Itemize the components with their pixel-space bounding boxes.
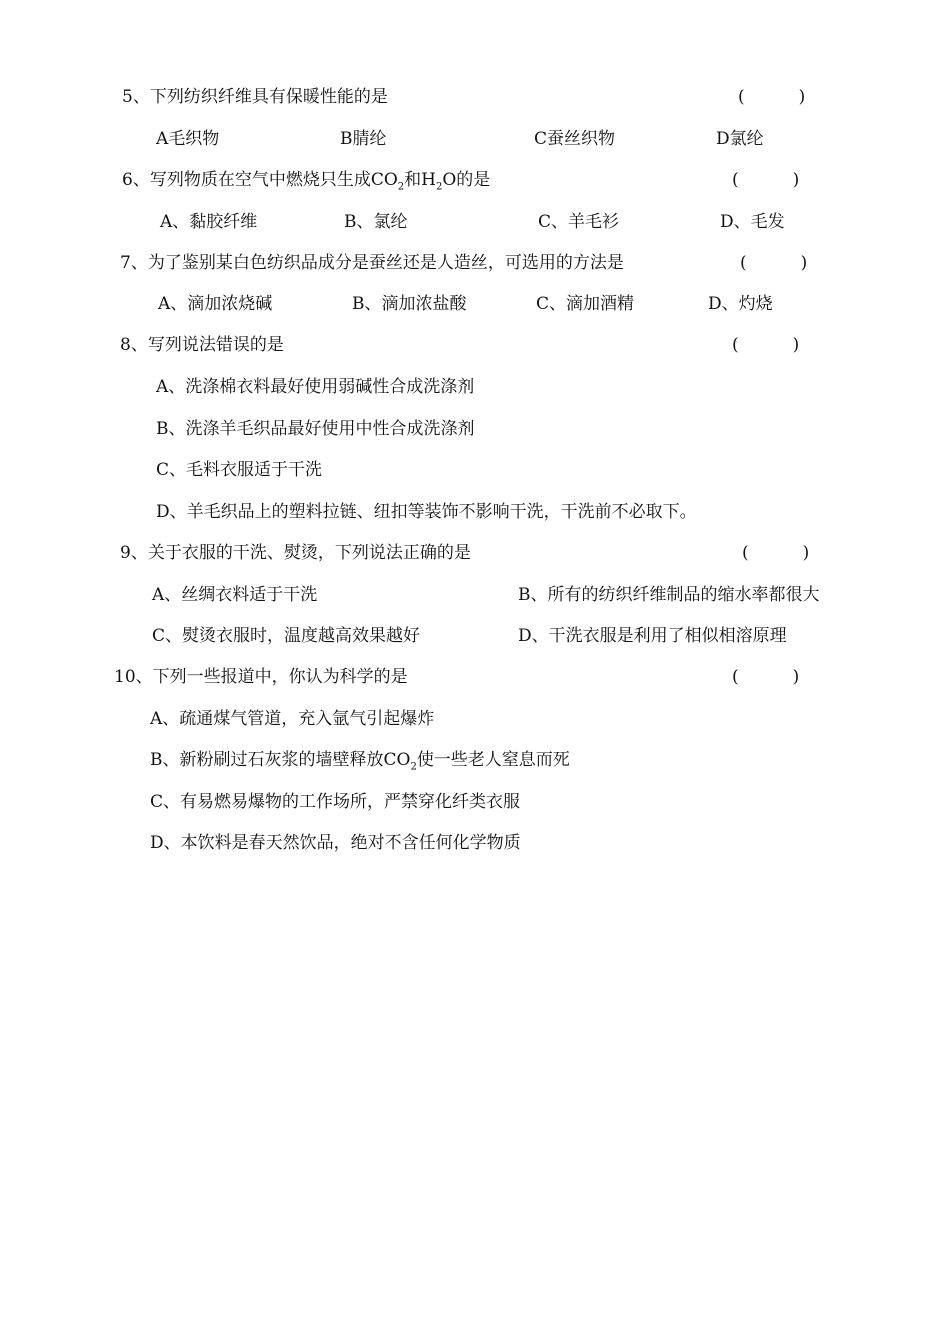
question-10-option-b-part2: 使一些老人窒息而死 [416, 750, 570, 770]
question-6-option-a: A、黏胶纤维 [160, 212, 258, 232]
question-9-answer-paren: ( ) [742, 543, 810, 563]
question-6-subscript-1: 2 [397, 181, 405, 193]
question-10-option-d: D、本饮料是春天然饮品，绝对不含任何化学物质 [150, 833, 521, 853]
question-10-answer-paren: ( ) [732, 667, 800, 687]
question-6-subscript-2: 2 [435, 181, 443, 193]
question-5-answer-paren: ( ) [738, 87, 806, 107]
question-8-stem: 8、写列说法错误的是 [120, 335, 284, 355]
question-6-stem-part3: O的是 [442, 170, 491, 190]
question-5-option-b: B腈纶 [340, 129, 387, 149]
question-10-option-a: A、疏通煤气管道，充入氩气引起爆炸 [150, 709, 435, 729]
question-6-stem-part2: 和H [404, 170, 436, 190]
question-8-option-b: B、洗涤羊毛织品最好使用中性合成洗涤剂 [156, 419, 475, 439]
question-8-option-c: C、毛料衣服适于干洗 [156, 460, 323, 480]
question-6-option-b: B、氯纶 [344, 212, 408, 232]
question-6-option-c: C、羊毛衫 [538, 212, 620, 232]
question-8-option-d: D、羊毛织品上的塑料拉链、纽扣等装饰不影响干洗，干洗前不必取下。 [156, 502, 697, 522]
question-6-stem-part1: 6、写列物质在空气中燃烧只生成CO [122, 170, 398, 190]
question-10-option-b-subscript: 2 [410, 761, 417, 773]
question-8-option-a: A、洗涤棉衣料最好使用弱碱性合成洗涤剂 [156, 377, 475, 397]
question-6-answer-paren: ( ) [732, 170, 800, 190]
question-9-option-b: B、所有的纺织纤维制品的缩水率都很大 [518, 585, 820, 605]
question-7-option-c: C、滴加酒精 [536, 294, 635, 314]
question-9-option-a: A、丝绸衣料适于干洗 [152, 585, 318, 605]
question-10-option-b-part1: B、新粉刷过石灰浆的墙壁释放CO [150, 750, 411, 770]
question-5-stem: 5、下列纺织纤维具有保暖性能的是 [122, 87, 388, 107]
question-7-answer-paren: ( ) [740, 253, 808, 273]
question-7-option-b: B、滴加浓盐酸 [352, 294, 467, 314]
question-9-option-d: D、干洗衣服是利用了相似相溶原理 [518, 626, 787, 646]
question-6-stem [122, 169, 490, 191]
question-5-option-d: D氯纶 [716, 129, 764, 149]
question-7-stem: 7、为了鉴别某白色纺织品成分是蚕丝还是人造丝，可选用的方法是 [120, 253, 624, 273]
question-10-option-b [150, 749, 570, 771]
question-10-option-c: C、有易燃易爆物的工作场所，严禁穿化纤类衣服 [150, 792, 521, 812]
question-9-option-c: C、熨烫衣服时，温度越高效果越好 [152, 626, 421, 646]
question-10-stem: 10、下列一些报道中，你认为科学的是 [114, 667, 408, 687]
question-9-stem: 9、关于衣服的干洗、熨烫，下列说法正确的是 [120, 543, 471, 563]
question-5-option-c: C蚕丝织物 [534, 129, 616, 149]
question-5-option-a: A毛织物 [156, 129, 220, 149]
question-7-option-a: A、滴加浓烧碱 [158, 294, 273, 314]
question-7-option-d: D、灼烧 [708, 294, 773, 314]
question-6-option-d: D、毛发 [720, 212, 785, 232]
question-8-answer-paren: ( ) [732, 335, 800, 355]
